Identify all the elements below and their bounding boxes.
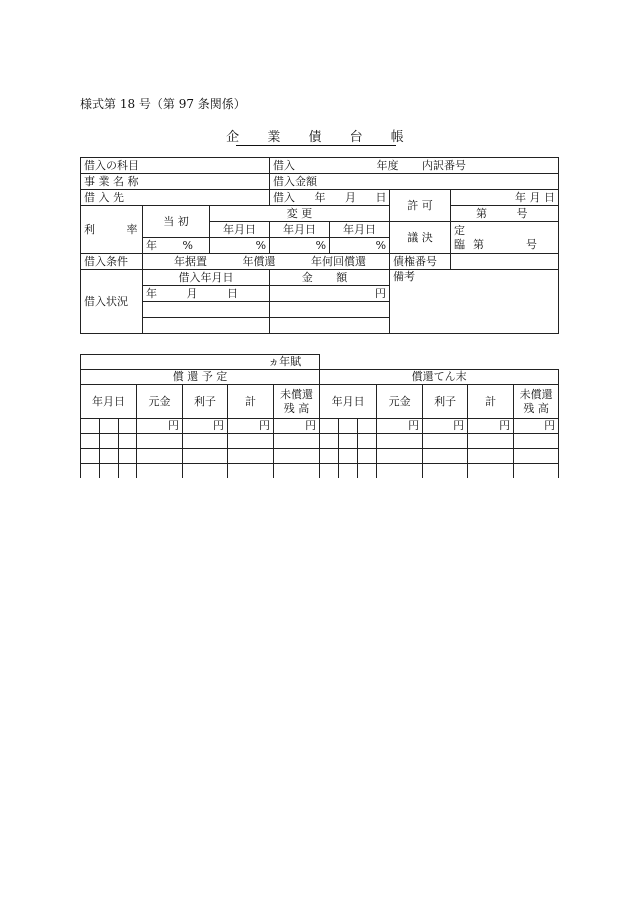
yen-cell: 円 [274,419,320,434]
cell [100,419,119,434]
table-row [81,449,559,464]
change-rate-1: % [210,238,270,254]
page-title [0,126,630,145]
initial-rate-year: 年 [146,238,157,252]
initial-rate-percent: % [182,238,193,252]
cell [81,419,100,434]
remarks-cell: 備考 [390,270,559,334]
conditions-label-cell: 借入条件 [81,254,143,270]
status-amount-3 [270,318,390,334]
plan-ymd-header: 年月日 [81,385,137,419]
day-label: 日 [375,190,387,204]
borrow-date-label: 借入 [273,190,296,204]
grace-label: 年据置 [174,254,207,268]
project-name-cell: 事 業 名 称 [81,174,270,190]
conditions-cell [143,254,390,270]
title-underline [236,145,396,146]
schedule-table [80,354,559,478]
initial-rate-cell [143,238,210,254]
permit-no-suffix: 号 [516,206,528,220]
status-amount-1: 円 [270,286,390,302]
plan-principal-header: 元金 [137,385,183,419]
amount-col-label-cell: 金 額 [270,270,390,286]
lender-cell: 借 入 先 [81,190,270,206]
table-row [81,434,559,449]
initial-label-cell: 当 初 [143,206,210,238]
plan-header: 償 還 予 定 [81,370,320,385]
yen-cell: 円 [183,419,228,434]
yen-cell: 円 [377,419,423,434]
table-row [81,464,559,479]
permit-label-cell: 許 可 [390,190,451,222]
actual-unpaid-header [514,385,559,419]
yen-cell: 円 [137,419,183,434]
cell [119,419,137,434]
extra-label: 臨 [454,237,466,251]
plan-total-header: 計 [228,385,274,419]
change-label-cell: 変 更 [210,206,390,222]
change-ymd-1: 年月日 [210,222,270,238]
yen-cell: 円 [423,419,468,434]
actual-principal-header: 元金 [377,385,423,419]
actual-total-header: 計 [468,385,514,419]
change-rate-3: % [330,238,390,254]
change-rate-2: % [270,238,330,254]
title-char: 業 [267,130,281,145]
cell [320,419,339,434]
repay-years-label: 年償還 [242,254,276,268]
status-date-2 [143,302,270,318]
permit-date-cell: 年 月 日 [451,190,559,206]
regular-label: 定 [454,223,466,237]
fiscal-year-cell [270,158,559,174]
borrow-date-cell [270,190,390,206]
form-number: 様式第 18 号（第 97 条関係） [80,97,246,111]
permit-no-prefix: 第 [476,206,488,220]
plan-unpaid-line2: 残 高 [283,401,310,415]
status-amount-2 [270,302,390,318]
title-char: 企 [226,130,240,145]
subject-cell: 借入の科目 [81,158,270,174]
cell [358,419,377,434]
status-date-1: 年 月 日 [143,286,270,302]
plan-unpaid-line1: 未償還 [280,387,314,401]
status-label-cell: 借入状況 [81,270,143,334]
resolution-label-cell: 議 決 [390,222,451,254]
title-char: 帳 [390,130,404,145]
status-date-3 [143,318,270,334]
resolution-no-suffix: 号 [526,237,538,251]
detail-no-label: 内訳番号 [422,158,467,172]
borrow-label: 借入 [273,158,296,172]
table-row [81,419,559,434]
actual-unpaid-line2: 残 高 [523,401,549,415]
month-label: 月 [345,190,357,204]
plan-interest-header: 利子 [183,385,228,419]
actual-unpaid-line1: 未償還 [519,387,553,401]
title-char: 台 [349,130,363,145]
bond-no-label-cell: 債権番号 [390,254,451,270]
yen-cell: 円 [468,419,514,434]
resolution-no-cell [451,222,559,254]
resolution-no-prefix: 第 [473,237,485,251]
plan-unpaid-header [274,385,320,419]
borrow-ymd-label-cell: 借入年月日 [143,270,270,286]
yen-cell: 円 [228,419,274,434]
repay-times-label: 年何回償還 [311,254,366,268]
permit-no-cell [451,206,559,222]
yen-cell: 円 [514,419,559,434]
actual-interest-header: 利子 [423,385,468,419]
year-label: 年 [314,190,326,204]
title-char: 債 [308,130,322,145]
change-ymd-3: 年月日 [330,222,390,238]
actual-ymd-header: 年月日 [320,385,377,419]
annuity-cell: ヵ年賦 [81,355,320,370]
bond-no-cell [451,254,559,270]
rate-label-cell: 利 率 [81,206,143,254]
ledger-table [80,157,559,334]
change-ymd-2: 年月日 [270,222,330,238]
amount-cell: 借入金額 [270,174,559,190]
annuity-blank [320,355,559,370]
fiscal-year-label: 年度 [376,158,399,172]
cell [339,419,358,434]
actual-header: 償還てん末 [320,370,559,385]
